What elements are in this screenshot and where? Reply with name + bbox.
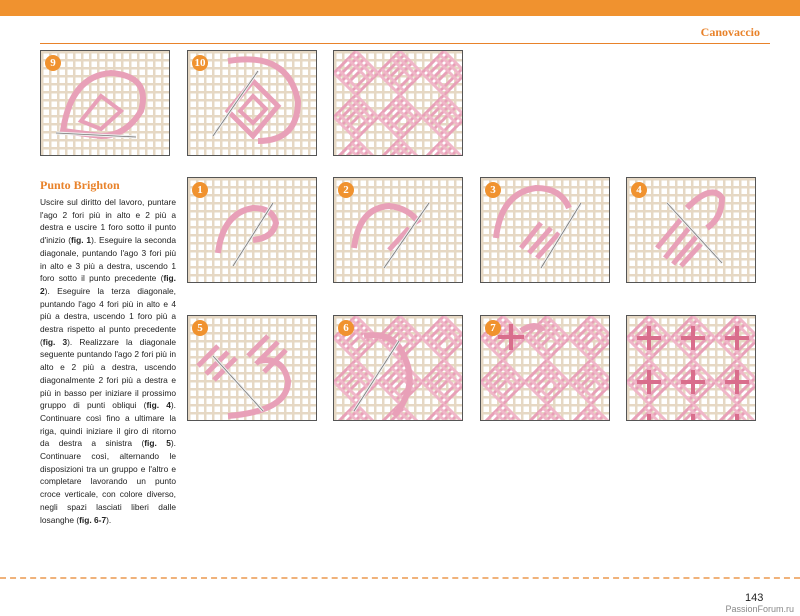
figure-number: 9: [45, 55, 61, 71]
fig-ref: fig. 5: [144, 438, 171, 449]
page-number: 143: [745, 592, 764, 604]
figure-2: [333, 177, 463, 283]
figure-number: 5: [192, 320, 208, 336]
stitch-title: Punto Brighton: [40, 178, 120, 192]
figure-number: 6: [338, 320, 354, 336]
canvas-illustration: [188, 51, 317, 156]
text-part: ). Continuare così fino a ultimare la riga, quindi iniziare il giro di ritorno da destra a sinistra (: [40, 400, 176, 449]
canvas-illustration: [188, 178, 317, 283]
canvas-illustration: [334, 178, 463, 283]
canvas-illustration: [627, 178, 756, 283]
header-bar: [0, 0, 800, 16]
figure-10: [187, 50, 317, 156]
pattern-illustration: [334, 51, 463, 156]
figure-1: [187, 177, 317, 283]
canvas-illustration: [41, 51, 170, 156]
fig-ref: fig. 4: [146, 400, 171, 411]
figure-5: [187, 315, 317, 421]
text-part: ). Eseguire la terza diagonale, puntando l'ago 4 fori più in alto e 4 più a destra, uscendo 1 foro più a destra rispetto al punto precedente (: [40, 285, 176, 347]
figure-finished-sample: [626, 315, 756, 421]
text-part: ).: [106, 514, 112, 525]
figure-number: 10: [192, 55, 208, 71]
fig-ref: fig. 3: [42, 336, 68, 347]
figure-6: [333, 315, 463, 421]
figure-number: 4: [631, 182, 647, 198]
canvas-illustration: [334, 316, 463, 421]
figure-pattern-sample: [333, 50, 463, 156]
header-rule: [40, 43, 770, 44]
figure-7: [480, 315, 610, 421]
canvas-illustration: [481, 316, 610, 421]
fig-ref: fig. 1: [71, 235, 92, 246]
pattern-illustration: [627, 316, 756, 421]
text-part: ). Realizzare la diagonale seguente puntando l'ago 2 fori più in alto e 2 più a destra, uscendo diagonalmente 2 fori più a destra e più in basso per iniziare il prossimo gruppo di punti obliqui (: [40, 336, 177, 411]
figure-number: 7: [485, 320, 501, 336]
figure-3: [480, 177, 610, 283]
figure-4: [626, 177, 756, 283]
text-part: ). Continuare così, alternando le disposizioni tra un gruppo e l'altro e completare lavorando un punto croce verticale, con colore diverso, negli spazi lasciati liberi dalle losanghe (: [40, 438, 177, 525]
canvas-illustration: [188, 316, 317, 421]
instruction-text: [40, 196, 176, 526]
figure-number: 3: [485, 182, 501, 198]
fig-ref: fig. 2: [40, 273, 176, 296]
fig-ref: fig. 6-7: [79, 514, 107, 525]
instructions: [40, 178, 176, 526]
figure-number: 2: [338, 182, 354, 198]
canvas-illustration: [481, 178, 610, 283]
section-title: Canovaccio: [700, 25, 760, 39]
figure-9: [40, 50, 170, 156]
figure-number: 1: [192, 182, 208, 198]
watermark: PassionForum.ru: [725, 604, 794, 614]
footer-rule: [0, 577, 800, 579]
text-part: Uscire sul diritto del lavoro, puntare l'ago 2 fori più in alto e 2 più a destra e uscire 1 foro sotto il punto d'inizio (: [40, 197, 176, 246]
text-part: ). Eseguire la seconda diagonale, puntando l'ago 3 fori più in alto e 3 più a destra, uscendo 1 foro sotto il punto precedente (: [40, 235, 176, 284]
